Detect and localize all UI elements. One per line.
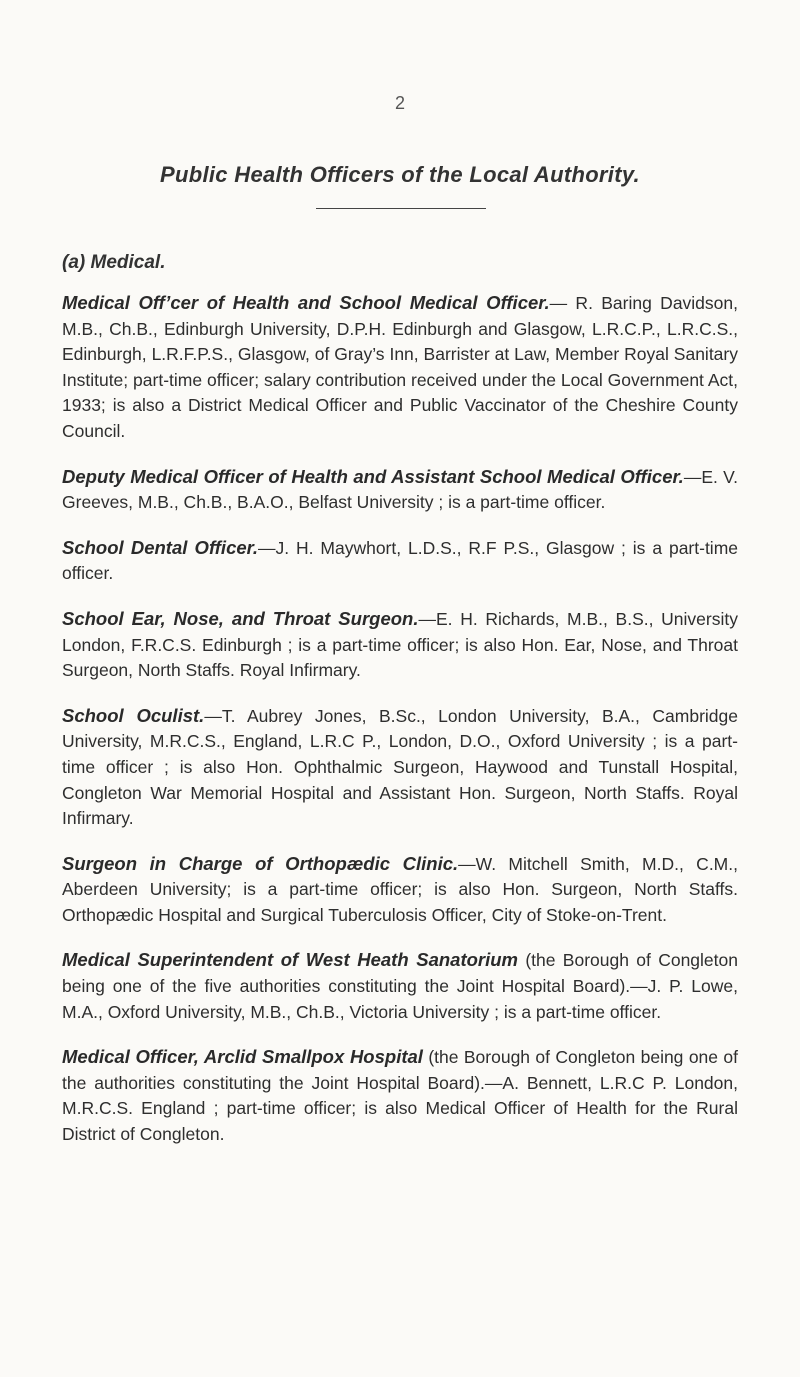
page-title: Public Health Officers of the Local Authority. [160, 162, 640, 187]
section-heading: (a) Medical. [62, 252, 166, 273]
entry-text: —E. H. Richards, M.B., B.S., University London, F.R.C.S. Edinburgh ; is a part-time officer; is also Hon. Ear, Nose, and Throat Surgeon, North Staffs. Royal Infirmary. [62, 608, 738, 681]
page-number: 2 [394, 93, 405, 113]
entry-heading: School Ear, Nose, and Throat Surgeon. [62, 607, 419, 629]
entry-school-dental-officer [62, 535, 738, 587]
entry-school-oculist [62, 703, 738, 832]
entry-medical-officer-of-health [62, 290, 738, 445]
entry-ent-surgeon [62, 606, 738, 684]
entry-heading: Surgeon in Charge of Orthopædic Clinic. [62, 852, 459, 874]
officer-list [62, 290, 738, 1167]
entry-heading: Medical Superintendent of West Heath Sanatorium [62, 949, 519, 971]
entry-text: —W. Mitchell Smith, M.D., C.M., Aberdeen University; is a part-time officer; is also Hon. Surgeon, North Staffs. Orthopædic Hospital and Surgical Tuberculosis Officer, City of Stoke-on-Trent. [62, 853, 738, 925]
entry-heading: School Oculist. [62, 704, 205, 726]
entry-text: (the Borough of Congleton being one of the authorities constituting the Joint Hospital Board).—A. Bennett, L.R.C P. London, M.R.C.S. England ; part-time officer; is also Medical Officer of Health for the Rural District of Congleton. [62, 1047, 738, 1145]
entry-text: —J. H. Maywhort, L.D.S., R.F P.S., Glasgow ; is a part-time officer. [62, 537, 739, 584]
title-divider [316, 208, 486, 209]
entry-heading: School Dental Officer. [62, 536, 258, 558]
entry-text: —T. Aubrey Jones, B.Sc., London University, B.A., Cambridge University, M.R.C.S., England, L.R.C P., London, D.O., Oxford University ; is a part-time officer ; is also Hon. Ophthalmic Surgeon, Haywood and Tunstall Hospital, Congleton War Memorial Hospital and Assistant Hon. Surgeon, North Staffs. Royal Infirmary. [62, 705, 738, 829]
entry-sanatorium-superintendent [62, 947, 738, 1025]
entry-deputy-medical-officer [62, 464, 738, 516]
entry-smallpox-hospital-officer [62, 1044, 738, 1147]
entry-text: — R. Baring Davidson, M.B., Ch.B., Edinburgh University, D.P.H. Edinburgh and Glasgow, L.R.C.P., L.R.C.S., Edinburgh, L.R.F.P.S., Glasgow, of Gray’s Inn, Barrister at Law, Member Royal Sanitary Institute; part-time officer; salary contribution received under the Local Government Act, 1933; is also a District Medical Officer and Public Vaccinator of the Cheshire County Council. [62, 293, 738, 441]
entry-heading: Medical Officer, Arclid Smallpox Hospital [62, 1046, 423, 1068]
entry-text: (the Borough of Congleton being one of the five authorities constituting the Joint Hospital Board).—J. P. Lowe, M.A., Oxford University, M.B., Ch.B., Victoria University ; is a part-time officer. [62, 950, 738, 1022]
entry-heading: Medical Off’cer of Health and School Medical Officer. [62, 292, 550, 313]
entry-heading: Deputy Medical Officer of Health and Assistant School Medical Officer. [62, 465, 684, 487]
entry-orthopaedic-surgeon [62, 851, 738, 929]
entry-text: —E. V. Greeves, M.B., Ch.B., B.A.O., Belfast University ; is a part-time officer. [62, 466, 739, 513]
